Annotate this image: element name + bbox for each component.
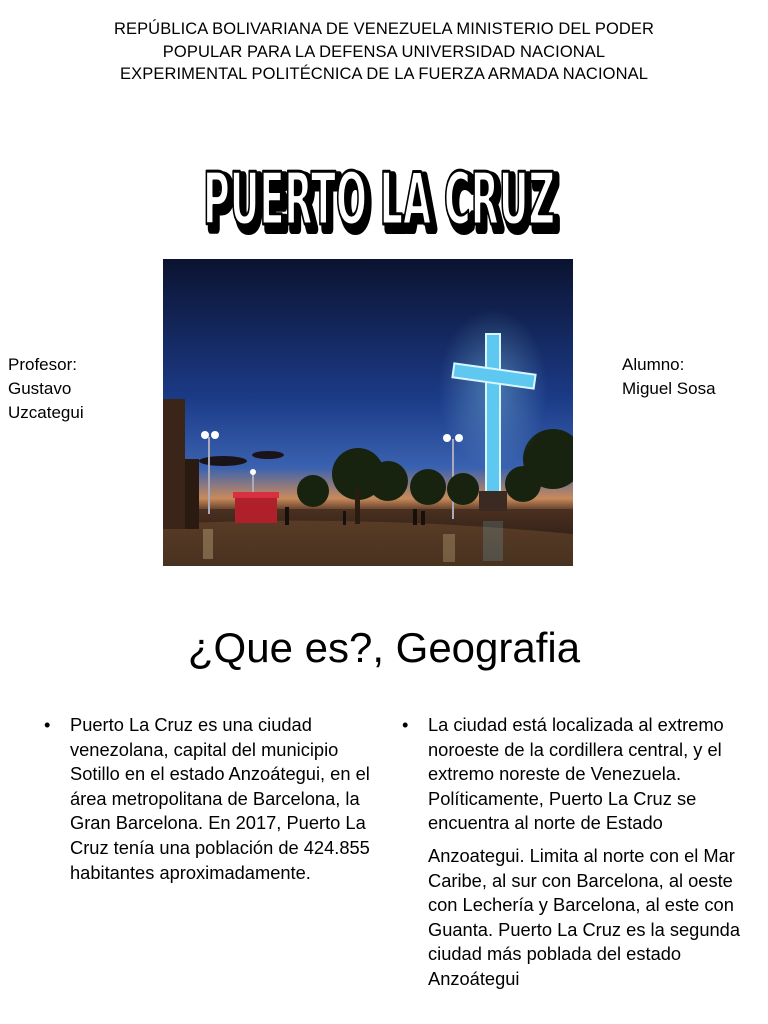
night-plaza-cross-photo-icon: [163, 259, 573, 566]
professor-block: [8, 353, 118, 425]
section-heading: ¿Que es?, Geografia: [187, 624, 581, 671]
title-block: [180, 140, 580, 250]
student-name: Miguel Sosa: [622, 379, 716, 398]
left-column: [44, 713, 374, 885]
title-wordart: [180, 140, 580, 250]
bullet-icon: •: [44, 714, 51, 735]
title-text: PUERTO LA CRUZ: [203, 157, 555, 241]
professor-label: Profesor:: [8, 355, 77, 374]
right-column: [402, 713, 742, 992]
list-item: [402, 713, 742, 836]
student-label: Alumno:: [622, 355, 685, 374]
left-paragraph: Puerto La Cruz es una ciudad venezolana, capital del municipio Sotillo en el estado Anzoátegui, en el área metropolitana de Barcelona, la Gran Barcelona. En 2017, Puerto La Cruz tenía una población de 424.855 habitantes aproximadamente.: [70, 714, 370, 883]
right-paragraph: La ciudad está localizada al extremo noroeste de la cordillera central, y el extremo noreste de Venezuela. Políticamente, Puerto La Cruz se encuentra al norte de Estado: [428, 714, 724, 834]
plaza-photo: [163, 259, 573, 566]
title-shadow: PUERTO LA CRUZ: [207, 162, 559, 246]
student-block: [622, 353, 762, 401]
professor-name-line1: Gustavo: [8, 379, 72, 398]
right-paragraph-continuation: Anzoategui. Limita al norte con el Mar Caribe, al sur con Barcelona, al oeste con Lechería y Barcelona, al este con Guanta. Puerto La Cruz es la segunda ciudad más poblada del estado Anzoátegui: [428, 844, 740, 989]
list-item: [44, 713, 374, 885]
bullet-icon: •: [402, 714, 409, 735]
professor-name-line2: Uzcategui: [8, 403, 84, 422]
institution-header: REPÚBLICA BOLIVARIANA DE VENEZUELA MINISTERIO DEL PODER POPULAR PARA LA DEFENSA UNIVERSIDAD NACIONAL EXPERIMENTAL POLITÉCNICA DE LA FUERZA ARMADA NACIONAL: [113, 20, 655, 83]
